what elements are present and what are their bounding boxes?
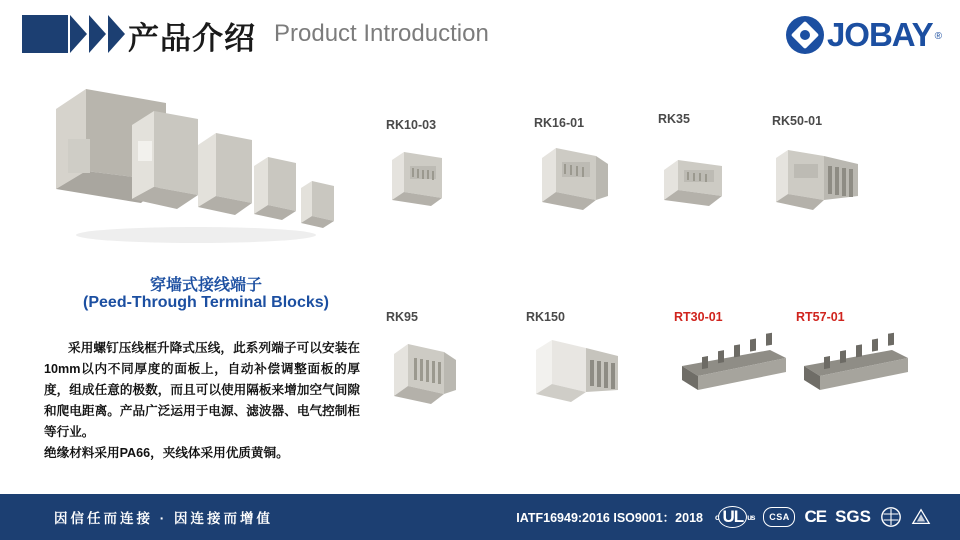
logo-wordmark: JOBAY: [826, 16, 933, 53]
ce-certification-icon: CE: [804, 507, 827, 526]
product-item: [534, 116, 620, 221]
product-item: [386, 310, 472, 417]
product-description-paragraph: 采用螺钉压线框升降式压线，此系列端子可以安装在10mm以内不同厚度的面板上，自动补偿调整面板的厚度，组成任意的极数，而且可以使用隔板来增加空气间隙和爬电距离。产品广泛运用于电源、滤波器、电气控制柜等行业。: [44, 341, 360, 439]
product-label: RT57-01: [796, 310, 845, 324]
product-image: [526, 332, 626, 421]
product-item: [526, 310, 626, 421]
terminal-block-family-illustration: [46, 85, 356, 260]
chevron-bar: [22, 15, 68, 53]
standards-text: IATF16949:2016 ISO9001：2018: [516, 511, 703, 525]
triangle-certification-icon: [911, 507, 931, 527]
chevron-right-icon: [89, 15, 106, 53]
product-image: [658, 134, 744, 217]
brand-logo: [786, 14, 942, 56]
product-label: RK35: [658, 112, 690, 126]
product-image: [386, 140, 462, 217]
product-heading-cn: 穿墙式接线端子: [149, 277, 262, 294]
chevron-right-icon: [70, 15, 87, 53]
page-title-en: Product Introduction: [274, 20, 489, 47]
product-label: RK50-01: [772, 114, 823, 128]
registered-trademark-icon: ®: [934, 30, 942, 42]
product-description-line2: 绝缘材料采用PA66，夹线体采用优质黄铜。: [44, 446, 289, 460]
csa-certification-icon: CSA: [763, 507, 795, 527]
product-label: RK95: [386, 310, 418, 324]
product-item: [796, 310, 916, 407]
product-label: RK16-01: [534, 116, 585, 130]
product-item: [772, 114, 868, 223]
certification-row: [516, 503, 940, 531]
product-image: [674, 332, 794, 407]
product-image: [796, 332, 916, 407]
product-heading-en: (Peed-Through Terminal Blocks): [83, 294, 329, 311]
product-label: RK150: [526, 310, 565, 324]
product-item: [386, 118, 462, 217]
product-label: RT30-01: [674, 310, 723, 324]
product-label: RK10-03: [386, 118, 437, 132]
product-description: [44, 338, 360, 464]
page-title-cn: 产品介绍: [128, 21, 256, 56]
chevron-right-icon: [108, 15, 125, 53]
product-item: [674, 310, 794, 407]
product-image: [534, 138, 620, 221]
product-image: [386, 332, 472, 417]
header-chevron-decoration: [22, 14, 125, 54]
product-grid: [386, 112, 942, 408]
terminal-block-family-photo: [46, 85, 356, 260]
sgs-certification-icon: SGS: [835, 507, 871, 526]
ul-certification-icon: c UL us: [715, 507, 755, 526]
product-image: [772, 136, 868, 223]
page-header: [0, 0, 960, 72]
footer-slogan: 因信任而连接 · 因连接而增值: [54, 511, 273, 526]
page-footer: [0, 494, 960, 540]
product-item: [658, 112, 744, 217]
logo-mark-icon: [786, 16, 824, 54]
tuv-certification-icon: [880, 506, 902, 528]
